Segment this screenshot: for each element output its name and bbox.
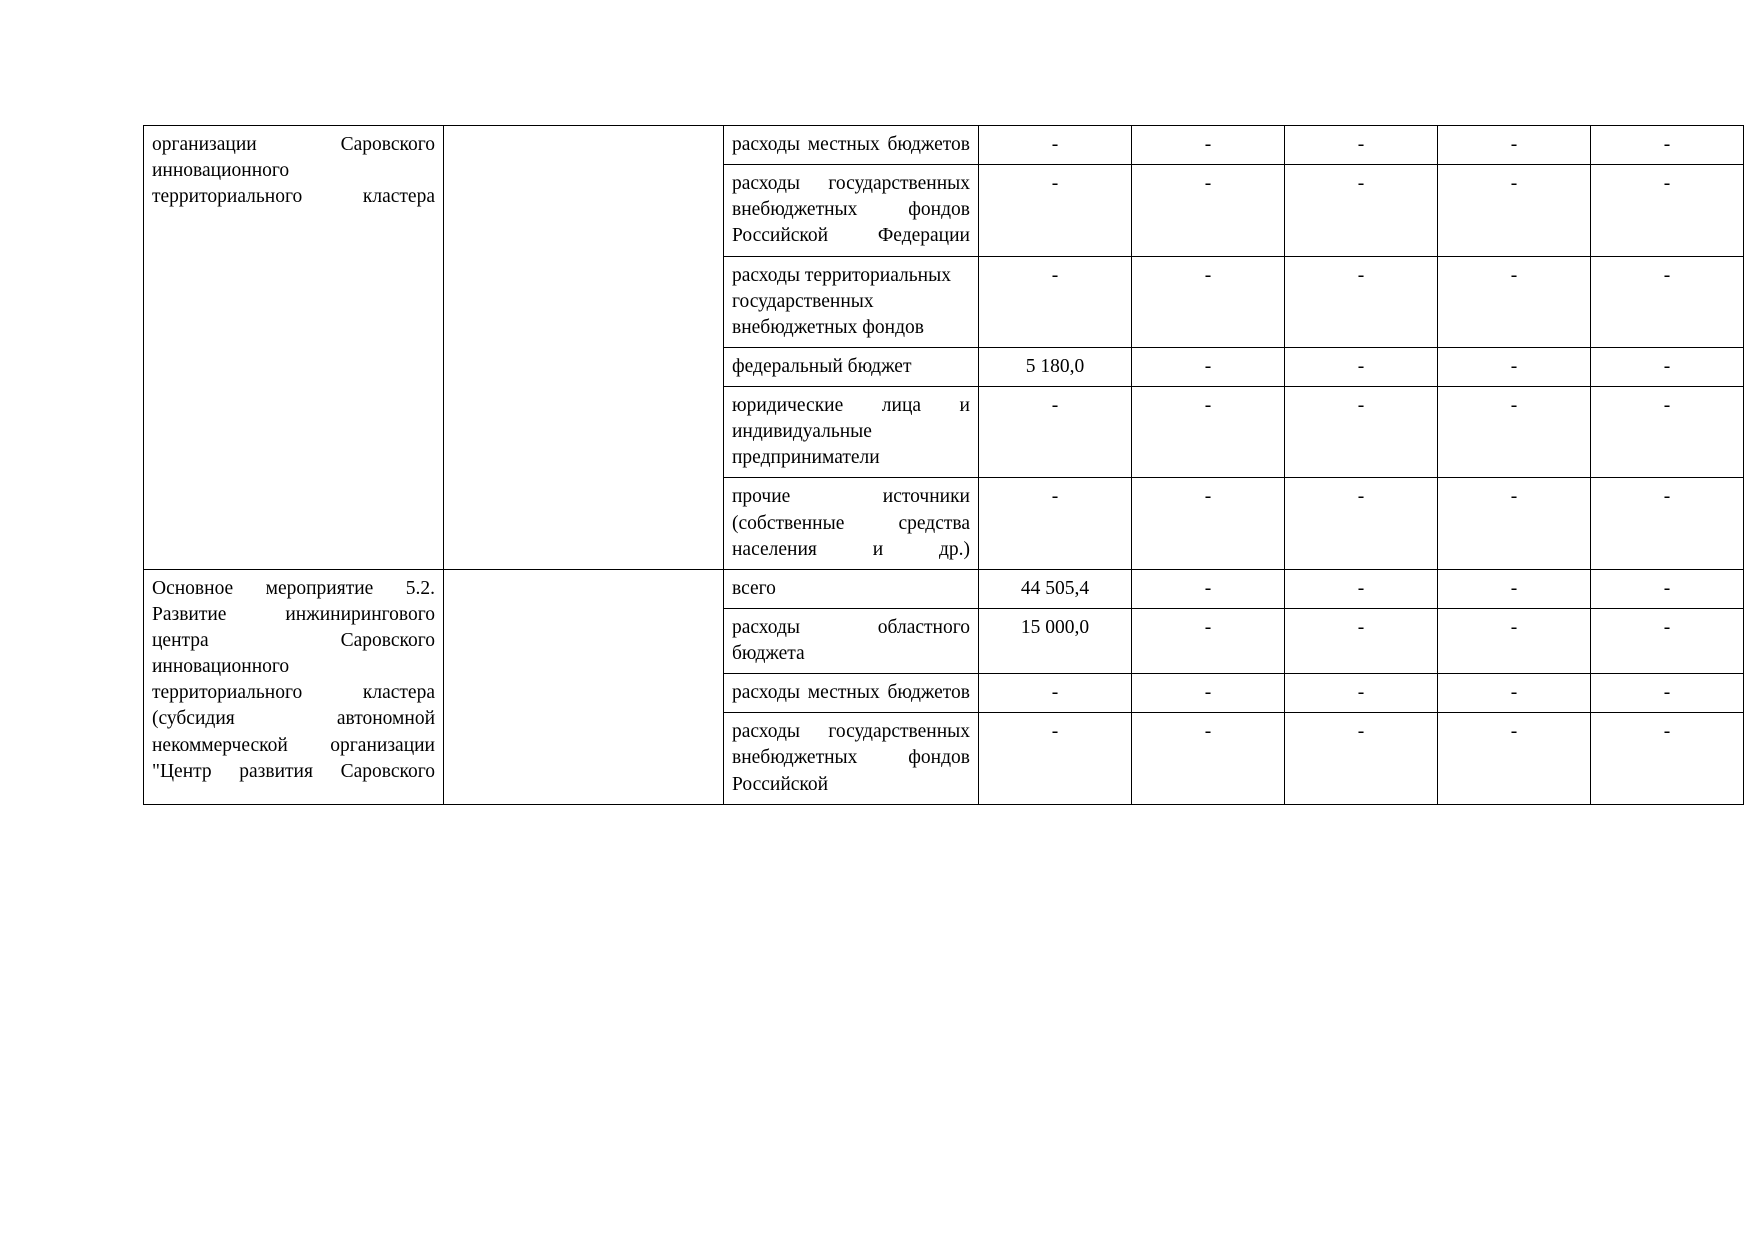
source-cell: расходы областного бюджета bbox=[724, 608, 979, 673]
value-cell: - bbox=[1438, 347, 1591, 386]
source-cell: юридические лица и индивидуальные предприниматели bbox=[724, 387, 979, 478]
value-cell: - bbox=[1285, 347, 1438, 386]
value-cell: - bbox=[1132, 713, 1285, 804]
value-cell: - bbox=[1438, 569, 1591, 608]
executor-cell bbox=[444, 569, 724, 804]
value-cell: - bbox=[979, 165, 1132, 256]
value-cell: - bbox=[1591, 674, 1744, 713]
table-row bbox=[144, 126, 1744, 165]
value-cell: - bbox=[1591, 387, 1744, 478]
source-cell: расходы государственных внебюджетных фондов Российской Федерации bbox=[724, 165, 979, 256]
value-cell: - bbox=[1132, 569, 1285, 608]
value-cell: - bbox=[1438, 713, 1591, 804]
value-cell: - bbox=[1285, 387, 1438, 478]
value-cell: 44 505,4 bbox=[979, 569, 1132, 608]
source-cell: федеральный бюджет bbox=[724, 347, 979, 386]
value-cell: - bbox=[1591, 608, 1744, 673]
value-cell: - bbox=[1591, 126, 1744, 165]
value-cell: - bbox=[1438, 608, 1591, 673]
value-cell: - bbox=[1132, 126, 1285, 165]
value-cell: - bbox=[1132, 387, 1285, 478]
value-cell: - bbox=[979, 256, 1132, 347]
value-cell: - bbox=[1285, 569, 1438, 608]
value-cell: - bbox=[1132, 674, 1285, 713]
value-cell: - bbox=[1591, 569, 1744, 608]
value-cell: - bbox=[1132, 347, 1285, 386]
value-cell: - bbox=[979, 126, 1132, 165]
table-row bbox=[144, 569, 1744, 608]
value-cell: - bbox=[1591, 478, 1744, 569]
measure-name-cell: организации Саровского инновационного территориального кластера bbox=[144, 126, 444, 570]
value-cell: - bbox=[1438, 674, 1591, 713]
value-cell: - bbox=[1438, 478, 1591, 569]
value-cell: - bbox=[979, 674, 1132, 713]
executor-cell bbox=[444, 126, 724, 570]
value-cell: - bbox=[1285, 256, 1438, 347]
source-cell: прочие источники (собственные средства населения и др.) bbox=[724, 478, 979, 569]
value-cell: - bbox=[1438, 126, 1591, 165]
value-cell: - bbox=[1285, 126, 1438, 165]
value-cell: - bbox=[1132, 608, 1285, 673]
source-cell: расходы местных бюджетов bbox=[724, 126, 979, 165]
measure-name-cell: Основное мероприятие 5.2. Развитие инжинирингового центра Саровского инновационного территориального кластера (субсидия автономной некоммерческой организации "Центр развития Саровского bbox=[144, 569, 444, 804]
value-cell: - bbox=[1285, 165, 1438, 256]
value-cell: - bbox=[1591, 347, 1744, 386]
value-cell: - bbox=[1438, 387, 1591, 478]
value-cell: - bbox=[1591, 713, 1744, 804]
value-cell: - bbox=[979, 478, 1132, 569]
value-cell: - bbox=[1285, 674, 1438, 713]
source-cell: расходы местных бюджетов bbox=[724, 674, 979, 713]
value-cell: - bbox=[1132, 478, 1285, 569]
value-cell: - bbox=[1591, 256, 1744, 347]
value-cell: - bbox=[979, 387, 1132, 478]
value-cell: 15 000,0 bbox=[979, 608, 1132, 673]
budget-table bbox=[143, 125, 1744, 805]
value-cell: - bbox=[979, 713, 1132, 804]
value-cell: - bbox=[1285, 713, 1438, 804]
source-cell: всего bbox=[724, 569, 979, 608]
value-cell: - bbox=[1285, 608, 1438, 673]
value-cell: - bbox=[1438, 256, 1591, 347]
value-cell: - bbox=[1285, 478, 1438, 569]
source-cell: расходы территориальных государственных внебюджетных фондов bbox=[724, 256, 979, 347]
value-cell: 5 180,0 bbox=[979, 347, 1132, 386]
value-cell: - bbox=[1591, 165, 1744, 256]
source-cell: расходы государственных внебюджетных фондов Российской bbox=[724, 713, 979, 804]
value-cell: - bbox=[1132, 256, 1285, 347]
value-cell: - bbox=[1438, 165, 1591, 256]
value-cell: - bbox=[1132, 165, 1285, 256]
